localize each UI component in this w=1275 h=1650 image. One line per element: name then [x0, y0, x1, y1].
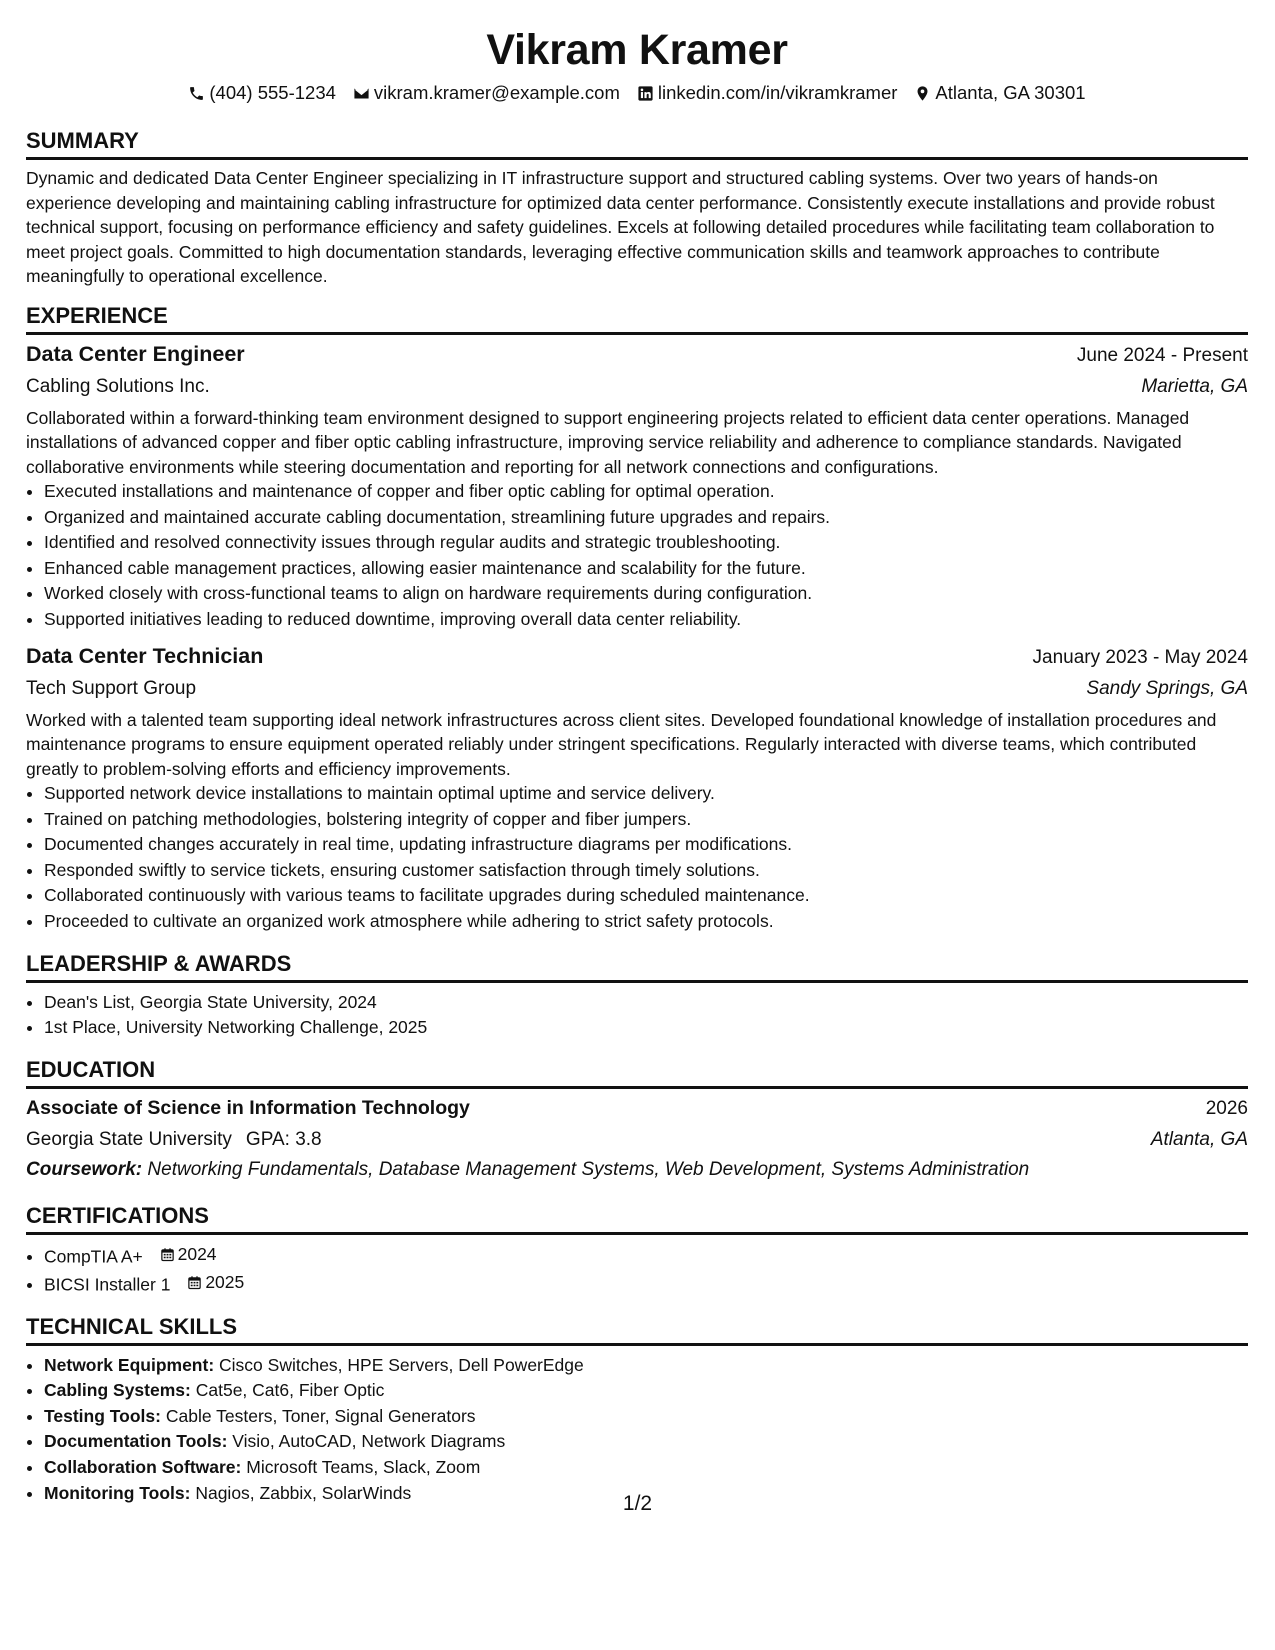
skill-label: Collaboration Software: — [44, 1456, 242, 1477]
skill-value: Cisco Switches, HPE Servers, Dell PowerEdge — [219, 1354, 584, 1375]
list-item — [44, 1429, 1248, 1455]
skill-label: Cabling Systems: — [44, 1380, 191, 1401]
page-number: 1/2 — [622, 1492, 653, 1515]
list-item — [44, 1404, 1248, 1430]
degree-title: Associate of Science in Information Technology — [26, 1096, 470, 1119]
cert-year: 2025 — [205, 1271, 245, 1292]
list-item: • Dean's List, Georgia State University, 2024 — [44, 990, 1248, 1016]
skill-label: Documentation Tools: — [44, 1431, 228, 1452]
email-link[interactable]: vikram.kramer@example.com — [373, 82, 620, 103]
job-location: Marietta, GA — [1141, 375, 1248, 397]
resume-page — [26, 0, 1248, 1506]
job-dates: January 2023 - May 2024 — [1032, 646, 1248, 668]
job-description: Worked with a talented team supporting ideal network infrastructures across client sites. Developed foundational knowledge of installation procedures and maintenance programs to ensure equipment operated reliably under stringent specifications. Regularly interacted with diverse teams, which contributed greatly to problem-solving efforts and efficiency improvements. — [26, 709, 1217, 779]
job-bullets — [26, 479, 1248, 633]
skill-value: Cable Testers, Toner, Signal Generators — [165, 1405, 476, 1426]
contact-phone — [188, 80, 336, 106]
map-pin-icon — [914, 85, 931, 102]
job-company: Cabling Solutions Inc. — [26, 375, 210, 397]
list-item — [44, 1242, 1248, 1270]
skill-value: Visio, AutoCAD, Network Diagrams — [232, 1431, 506, 1452]
job-description: Collaborated within a forward-thinking team environment designed to support engineering projects related to efficient data center operations. Managed installations of advanced copper and fiber optic cabling infrastructure, improving service reliability and adherence to compliance standards. Navigated collaborative environments while steering documentation and reporting for all network connections and configurations. — [26, 407, 1190, 477]
coursework — [26, 1155, 1248, 1185]
cert-name: BICSI Installer 1 — [44, 1274, 171, 1294]
section-heading: LEADERSHIP & AWARDS — [26, 951, 1248, 983]
list-item: • Proceeded to cultivate an organized work atmosphere while adhering to strict safety protocols. — [44, 909, 1248, 935]
awards-section — [26, 951, 1248, 1041]
list-item — [44, 1378, 1248, 1404]
list-item: • Trained on patching methodologies, bolstering integrity of copper and fiber jumpers. — [44, 807, 1248, 833]
skill-value: Cat5e, Cat6, Fiber Optic — [195, 1380, 385, 1401]
calendar-icon — [160, 1247, 175, 1262]
calendar-icon — [187, 1275, 202, 1290]
list-item: • Responded swiftly to service tickets, ensuring customer satisfaction through timely solutions. — [44, 858, 1248, 884]
cert-date — [160, 1242, 217, 1268]
degree-year: 2026 — [1205, 1097, 1248, 1119]
skill-value: Nagios, Zabbix, SolarWinds — [195, 1482, 412, 1503]
school-line — [26, 1126, 322, 1154]
list-item: • Identified and resolved connectivity issues through regular audits and strategic troubleshooting. — [44, 530, 1248, 556]
list-item: • Documented changes accurately in real time, updating infrastructure diagrams per modifications. — [44, 832, 1248, 858]
job-entry — [26, 339, 1248, 633]
job-title: Data Center Engineer — [26, 341, 245, 366]
section-heading: SUMMARY — [26, 128, 1248, 160]
linkedin-icon — [637, 85, 654, 102]
phone-text: (404) 555-1234 — [209, 82, 336, 103]
skill-label: Testing Tools: — [44, 1405, 161, 1426]
envelope-icon — [353, 85, 370, 102]
list-item: • 1st Place, University Networking Challenge, 2025 — [44, 1015, 1248, 1041]
awards-list — [26, 990, 1248, 1041]
list-item: • Supported initiatives leading to reduced downtime, improving overall data center reliability. — [44, 607, 1248, 633]
contact-bar — [26, 80, 1248, 106]
list-item — [44, 1270, 1248, 1298]
contact-location — [914, 80, 1085, 106]
contact-email[interactable] — [353, 80, 620, 106]
list-item: • Worked closely with cross-functional teams to align on hardware requirements during configuration. — [44, 581, 1248, 607]
candidate-name: Vikram Kramer — [486, 26, 788, 74]
job-entry — [26, 641, 1248, 935]
job-dates: June 2024 - Present — [1076, 344, 1248, 366]
section-heading: EXPERIENCE — [26, 303, 1248, 335]
list-item: • Collaborated continuously with various teams to facilitate upgrades during scheduled maintenance. — [44, 883, 1248, 909]
education-section — [26, 1057, 1248, 1185]
gpa: GPA: 3.8 — [245, 1128, 322, 1150]
list-item — [44, 1455, 1248, 1481]
skill-label: Network Equipment: — [44, 1354, 215, 1375]
list-item: • Supported network device installations to maintain optimal uptime and service delivery. — [44, 781, 1248, 807]
contact-linkedin[interactable] — [637, 80, 898, 106]
coursework-list: Networking Fundamentals, Database Management Systems, Web Development, Systems Administration — [147, 1158, 1030, 1180]
cert-name: CompTIA A+ — [44, 1246, 143, 1267]
cert-date — [187, 1270, 244, 1296]
list-item: • Organized and maintained accurate cabling documentation, streamlining future upgrades and repairs. — [44, 505, 1248, 531]
list-item: • Executed installations and maintenance of copper and fiber optic cabling for optimal operation. — [44, 479, 1248, 505]
location-text: Atlanta, GA 30301 — [935, 82, 1086, 103]
skill-label: Monitoring Tools: — [44, 1482, 191, 1503]
school-location: Atlanta, GA — [1150, 1128, 1248, 1150]
job-company: Tech Support Group — [26, 677, 197, 699]
list-item — [44, 1353, 1248, 1379]
linkedin-link[interactable]: linkedin.com/in/vikramkramer — [657, 82, 898, 103]
skills-list — [26, 1353, 1248, 1507]
certifications-section — [26, 1203, 1248, 1298]
coursework-label: Coursework: — [26, 1158, 143, 1180]
cert-year: 2024 — [177, 1243, 217, 1264]
section-heading: TECHNICAL SKILLS — [26, 1314, 1248, 1346]
phone-icon — [188, 85, 205, 102]
job-title: Data Center Technician — [26, 643, 264, 668]
section-heading: EDUCATION — [26, 1057, 1248, 1089]
list-item: • Enhanced cable management practices, allowing easier maintenance and scalability for the future. — [44, 556, 1248, 582]
job-bullets — [26, 781, 1248, 935]
summary-text: Dynamic and dedicated Data Center Engineer specializing in IT infrastructure support and structured cabling systems. Over two years of hands-on experience developing and maintaining cabling infrastructure for optimized data center performance. Consistently execute installations and provide robust technical support, focusing on performance efficiency and safety guidelines. Excels at following detailed procedures while facilitating team collaboration to meet project goals. Committed to high documentation standards, leveraging effective communication skills and teamwork approaches to contribute meaningfully to operational excellence. — [26, 168, 1215, 286]
experience-section — [26, 303, 1248, 935]
job-location: Sandy Springs, GA — [1086, 677, 1248, 699]
skill-value: Microsoft Teams, Slack, Zoom — [246, 1456, 481, 1477]
certifications-list — [26, 1242, 1248, 1298]
section-heading: CERTIFICATIONS — [26, 1203, 1248, 1235]
skills-section — [26, 1314, 1248, 1507]
school-name: Georgia State University — [26, 1128, 232, 1150]
summary-section — [26, 128, 1248, 289]
